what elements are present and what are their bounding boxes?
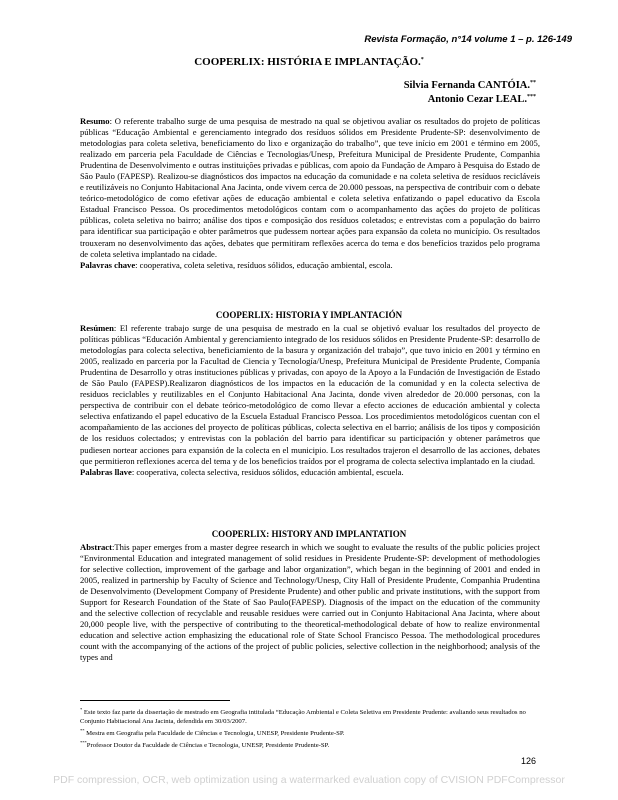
abstract-paragraph <box>80 542 540 664</box>
abstract-label: Abstract <box>80 542 112 552</box>
resumen-paragraph <box>80 323 540 478</box>
footnote-3-text: Professor Doutor da Faculdade de Ciências e Tecnologia, UNESP, Presidente Prudente-SP. <box>86 742 330 749</box>
title-footnote-mark: * <box>420 57 424 63</box>
spanish-section-title: COOPERLIX: HISTORIA Y IMPLANTACIÓN <box>215 310 403 320</box>
footnote-2-mark: ** <box>80 728 85 733</box>
journal-header: Revista Formação, n°14 volume 1 – p. 126-149 <box>364 34 572 45</box>
footnotes <box>80 705 540 750</box>
palavras-chave-label: Palavras chave <box>80 259 136 270</box>
footnote-3 <box>80 738 540 750</box>
english-section-title: COOPERLIX: HISTORY AND IMPLANTATION <box>211 529 407 539</box>
footnote-1-mark: * <box>80 707 83 712</box>
author-2-name: Antonio Cezar LEAL. <box>427 94 527 105</box>
page-number: 126 <box>520 756 536 766</box>
author-2-mark: *** <box>527 94 536 100</box>
palabras-llave-label: Palabras llave <box>80 466 132 477</box>
article-title-text: COOPERLIX: HISTÓRIA E IMPLANTAÇÃO. <box>194 56 421 68</box>
footnote-1-text: Este texto faz parte da dissertação de mestrado em Geografia intitulada “Educação Ambiental e Coleta Seletiva em Presidente Prudente: avaliando seus resultados no Conjunto Habitacional Ana Jacinta, defendida em 30/03/2007. <box>80 709 526 725</box>
author-2 <box>428 94 536 105</box>
resumo-text: : O referente trabalho surge de uma pesquisa de mestrado na qual se objetivou avaliar os resultados do projeto de políticas públicas “Educação Ambiental e gerenciamento integrado dos resíduos sólidos em Presidente Prudente-SP: desenvolvimento de metodologias para coleta seletiva, beneficiamento do lixo e organização do trabalho”, que teve início em 2001 e término em 2005, realizado em parceria pela Faculdade de Ciências e Tecnologias/Unesp, Prefeitura Municipal de Presidente Prudente, Companhia Prudentina de Desenvolvimento e outras instituições privadas e públicas, com apoio da Fundação de Amparo à Pesquisa do Estado de São Paulo (FAPESP). Realizou-se diagnósticos dos impactos na educação da comunidade e na coleta seletiva de resíduos recicláveis e reutilizáveis no Conjunto Habitacional Ana Jacinta, onde vivem cerca de 20.000 pessoas, na perspectiva de contribuir com o debate teórico-metodológico de como efetivar ações de educação ambiental e coleta seletiva enfatizando o papel educativo da Escola Estadual Francisco Pessoa. Os procedimentos metodológicos contam com o acompanhamento das ações do projeto de políticas públicas, coleta seletiva no bairro; análise dos tipos e composição dos resíduos coletados; e entrevistas com a população do bairro para identificar sua participação e obter parâmetros que pudessem nortear ações para expansão da coleta no município. Os resultados trouxeram no desenvolvimento das ações, debates que permitiram reflexões acerca do tema e dos benefícios trazidos pelo programa de coleta seletiva implantado na cidade. <box>80 116 540 259</box>
resumen-text: : El referente trabajo surge de una pesquisa de mestrado en la cual se objetivó evaluar los resultados del proyecto de políticas públicas “Educación Ambiental y gerenciamiento integrado de los residuos sólidos en Presidente Prudente-SP: desarrollo de metodologías para colecta selectiva, beneficiamiento de la basura y organización del trabajo”, que tuvo inicio en 2001 y término en 2005, realizado en parceria por la Facultad de Ciencia y Tecnología/Unesp, Prefeitura Municipal de Presidente Prudente, Companía Prudentina de Desarrollo y otras instituciones públicas y privadas, con apoyo de la Apoyo a la Fundación de Investigación de Estado de São Paulo (FAPESP).Realizaron diagnósticos de los impactos en la educación de la comunidad y en la colecta selectiva de residuos reciclables y reutilizables en el Conjunto Habitacional Ana Jacinta, donde viven alrededor de 20.000 personas, con la perspectiva de contribuir con el debate teórico-metodológico de como llevar a efecto acciones de educación ambiental y colecta selectiva enfatizando el papel educativo de la Escuela Estadual Francisco Pessoa. Los procedimientos metodológicos cuentan con el acompañamiento de las acciones del proyecto de políticas públicas, colecta selectiva en el barrio; análisis de los tipos y composición de los residuos colectados; y entrevistas con la población del barrio para identificar su participación y obtener parámetros que pudiesen nortear acciones para expansión de la colecta en el municipio. Los resultados trajeron el desarrollo de las acciones, debates que permitieron reflexiones acerca del tema y de los beneficios traídos por el programa de colecta selectiva implantado en la ciudad. <box>80 323 540 466</box>
article-title <box>0 56 618 68</box>
author-1-mark: ** <box>530 80 536 86</box>
abstract-text: :This paper emerges from a master degree research in which we sought to evaluate the results of the public policies project “Environmental Education and integrated management of solid residues in Presidente Prudente-SP: development of methodologies for selective collection, improvement of the garbage and labor organization”, which began in the beginning of 2001 and ended in 2005, realized in partnership by Faculty of Science and Technology/Unesp, City Hall of Presidente Prudente, Companhia Prudentina de Desenvolvimento (Development Company of Presidente Prudente) and other public and private institutions, with the support from Support for Research Foundation of the State of Sao Paulo(FAPESP). Diagnosis of the impact on the education of the community and the selective collection of recyclable and reusable residues were carried out in Conjunto Habitacional Ana Jacinta, where about 20,000 people live, with the perspective of contributing to the theoretical-methodological debate of how to realize environmental education and selective action emphasizing the educational role of State School Francisco Pessoa. The methodological procedures count with the accompanying of the actions of the project of public policies, selective collection in the neighborhood; analysis of the types and <box>80 542 540 663</box>
resumo-paragraph <box>80 116 540 271</box>
palavras-chave-text: : cooperativa, coleta seletiva, resíduos sólidos, educação ambiental, escola. <box>135 259 393 270</box>
author-1-name: Silvia Fernanda CANTÓIA. <box>403 80 530 91</box>
resumen-label: Resúmen <box>80 323 114 333</box>
footnote-divider <box>80 700 230 701</box>
resumo-label: Resumo <box>80 116 110 126</box>
footnote-2 <box>80 726 540 738</box>
author-1 <box>404 80 536 91</box>
footnote-2-text: Mestra em Geografia pela Faculdade de Ciências e Tecnologia, UNESP, Presidente Prudente-SP. <box>84 730 345 737</box>
watermark-text: PDF compression, OCR, web optimization using a watermarked evaluation copy of CVISION PDFCompressor <box>53 774 565 786</box>
palabras-llave-text: : cooperativa, colecta selectiva, residuos sólidos, educación ambiental, escuela. <box>131 466 404 477</box>
footnote-1 <box>80 705 540 726</box>
footnote-3-mark: *** <box>80 740 87 745</box>
